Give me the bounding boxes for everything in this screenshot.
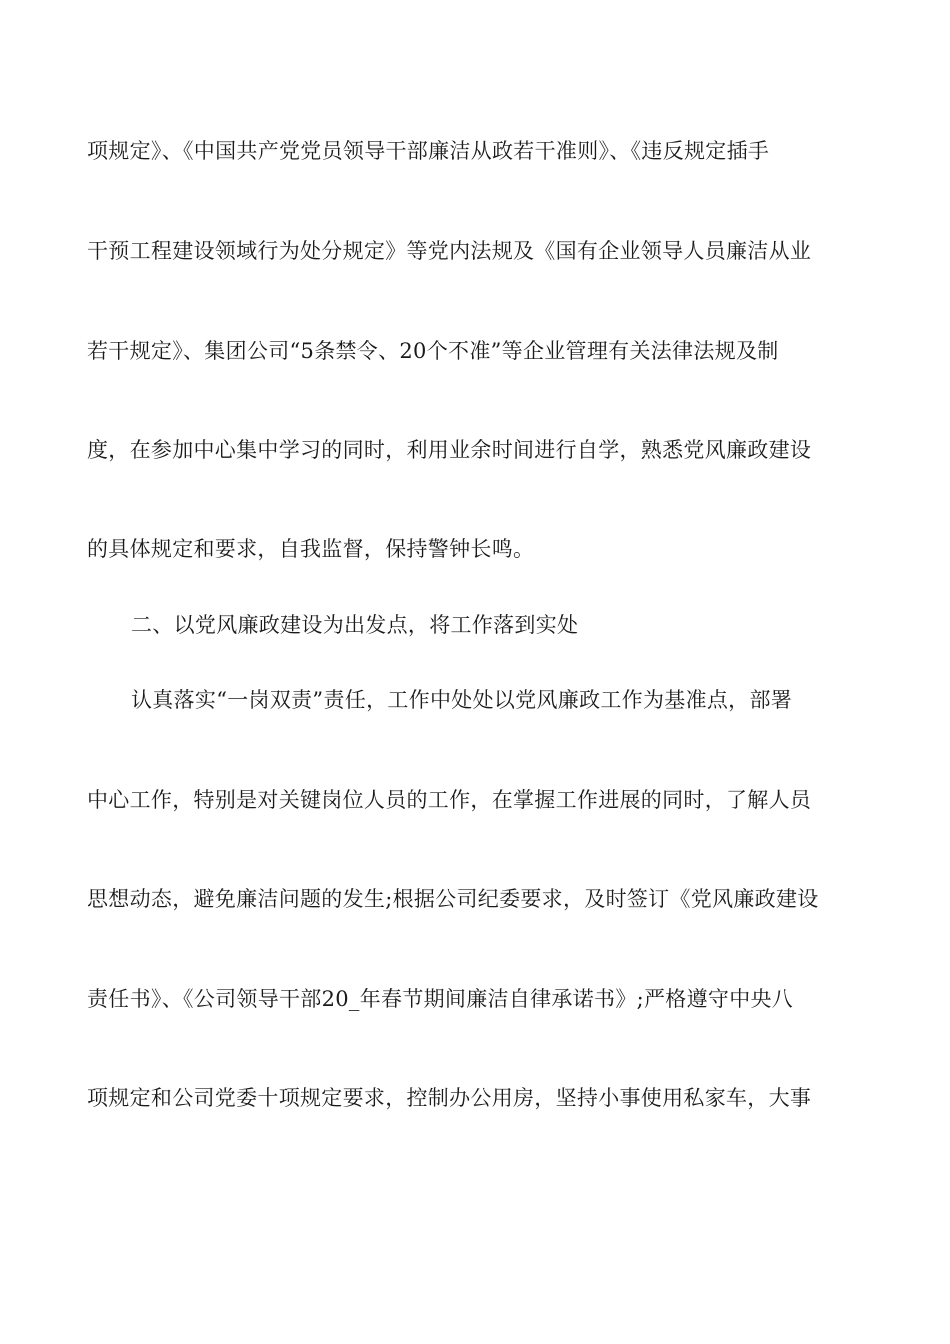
paragraph-2-line-1: 认真落实“一岗双责”责任，工作中处处以党风廉政工作为基准点，部署 bbox=[131, 688, 793, 712]
paragraph-1-line-4: 度，在参加中心集中学习的同时，利用业余时间进行自学，熟悉党风廉政建设 bbox=[87, 438, 812, 462]
paragraph-2-line-5: 项规定和公司党委十项规定要求，控制办公用房，坚持小事使用私家车，大事 bbox=[87, 1086, 812, 1110]
paragraph-1-line-2: 干预工程建设领域行为处分规定》等党内法规及《国有企业领导人员廉洁从业 bbox=[87, 239, 812, 263]
paragraph-1-line-1: 项规定》、《中国共产党党员领导干部廉洁从政若干准则》、《违反规定插手 bbox=[87, 139, 770, 163]
paragraph-1-line-5: 的具体规定和要求，自我监督，保持警钟长鸣。 bbox=[87, 537, 535, 561]
paragraph-2-line-2: 中心工作，特别是对关键岗位人员的工作，在掌握工作进展的同时，了解人员 bbox=[87, 788, 812, 812]
paragraph-1-line-3: 若干规定》、集团公司“5条禁令、20个不准”等企业管理有关法律法规及制 bbox=[87, 339, 779, 363]
paragraph-2-line-4: 责任书》、《公司领导干部20_年春节期间廉洁自律承诺书》;严格遵守中央八 bbox=[87, 987, 794, 1011]
section-heading-2: 二、以党风廉政建设为出发点，将工作落到实处 bbox=[131, 613, 579, 637]
paragraph-2-line-3: 思想动态，避免廉洁问题的发生;根据公司纪委要求，及时签订《党风廉政建设 bbox=[87, 887, 819, 911]
